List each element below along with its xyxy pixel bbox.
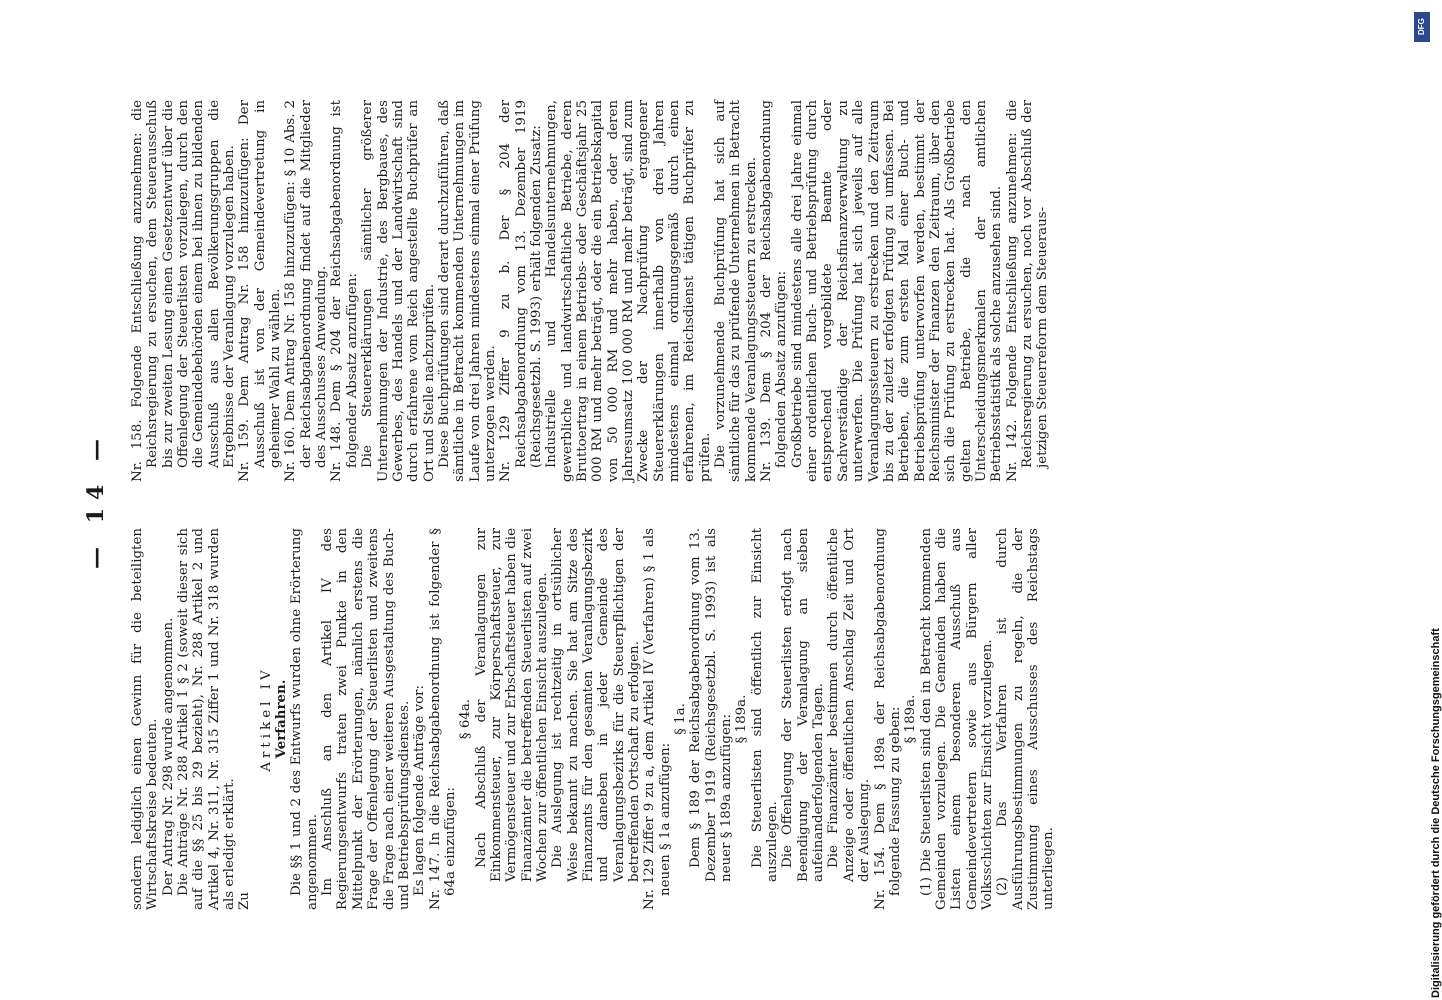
document-page [75,0,1315,1000]
paragraph: Nach Abschluß der Veranlagungen zur Einkommensteuer, zur Körperschaftsteuer, zur Vermögensteuer und zur Erbschaftsteuer haben die Finanzämter die betreffenden Steuerlisten auf zwei Wochen zur öffentlichen Einsicht auszulegen. [473,528,550,882]
paragraph: § 189a. [734,694,750,744]
paragraph: Der Antrag Nr. 298 wurde angenommen. [160,617,176,896]
paragraph: Diese Buchprüfungen sind derart durchzuführen, daß sämtliche in Betracht kommenden Unternehmungen im Laufe von drei Jahren mindestens einmal einer Prüfung unterzogen werden. [436,100,498,482]
paragraph: Die Finanzämter bestimmen durch öffentliche Anzeige oder öffentlichen Anschlag Zeit und Ort der Auslegung. [826,528,873,882]
paragraph: Dem § 189 der Reichsabgabenordnung vom 13. Dezember 1919 (Reichsgesetzbl. S. 1993) ist als neuer § 189a anzufügen: [688,528,735,882]
paragraph: Die §§ 1 und 2 des Entwurfs wurden ohne Erörterung angenommen. [289,528,320,910]
credit-text: Digitalisierung gefördert durch die Deutsche Forschungsgemeinschaft [1430,628,1442,998]
paragraph: Nr. 154. Dem § 189a der Reichsabgabenordnung folgende Fassung zu geben: [872,528,903,910]
paragraph: Großbetriebe sind mindestens alle drei Jahre einmal einer ordentlichen Buch- und Betriebsprüfung durch entsprechend vorgebildete Beamte oder Sachverständige der Reichsfinanzverwaltung zu unterwerfen. Die Prüfung hat sich jeweils auf alle Veranlagungssteuern zu erstrecken und den Zeitraum bis zu der zuletzt erfolgten Prüfung zu umfassen. Bei Betrieben, die zum ersten Mal einer Buch- und Betriebsprüfung unterworfen werden, bestimmt der Reichsminister der Finanzen den Zeitraum, über den sich die Prüfung zu erstrecken hat. Als Großbetriebe gelten Betriebe, die nach den Unterscheidungsmerkmalen der amtlichen Betriebsstatistik als solche anzusehen sind. [789,100,1005,482]
paragraph: Nr. 158. Folgende Entschließung anzunehmen: die Reichsregierung zu ersuchen, dem Steuerausschuß bis zur zweiten Lesung einen Gesetzentwurf über die Offenlegung der Steuerlisten vorzulegen, durch den die Gemeindebehörden einem bei ihnen zu bildenden Ausschuß aus allen Bevölkerungsgruppen die Ergebnisse der Veranlagung vorzulegen haben. [130,100,238,482]
paragraph: Die Steuererklärungen sämtlicher größerer Unternehmungen der Industrie, des Bergbaues, des Gewerbes, des Handels und der Landwirtschaft sind durch erfahrene vom Reich angestellte Buchprüfer an Ort und Stelle nachzuprüfen. [360,100,437,482]
right-column [130,100,1051,482]
paragraph: (1) Die Steuerlisten sind den in Betracht kommenden Gemeinden vorzulegen. Die Gemeinden haben die Listen einem besonderen Ausschuß aus Gemeindevertretern sowie aus Bürgern aller Volksschichten zur Einsicht vorzulegen. [918,528,995,910]
paragraph: Es lagen folgende Anträge vor: [412,684,428,896]
paragraph: Im Anschluß an den Artikel IV des Regierungsentwurfs traten zwei Punkte in den Mittelpunkt der Erörterungen, nämlich erstens die Frage der Offenlegung der Steuerlisten und zweitens die Frage nach einer weiteren Ausgestaltung des Buch- und Betriebsprüfungsdienstes. [320,528,412,910]
paragraph: Die Offenlegung der Steuerlisten erfolgt nach Beendigung der Veranlagung an sieben aufeinanderfolgenden Tagen. [780,528,827,882]
page-number: — 14 — [83,431,109,569]
paragraph: Industrielle und Handelsunternehmungen, gewerbliche und landwirtschaftliche Betriebe, deren Bruttoertrag in einem Betriebs- oder Geschäftsjahr 25 000 RM und mehr beträgt, oder die ein Betriebskapital von 50 000 RM und mehr haben, oder deren Jahresumsatz 100 000 RM und mehr beträgt, sind zum Zwecke der Nachprüfung ergangener Steuererklärungen innerhalb von drei Jahren mindestens einmal ordnungsgemäß durch einen erfahrenen, im Reichsdienst tätigen Buchprüfer zu prüfen. [544,100,713,482]
paragraph: Nr. 129 Ziffer 9 zu a, dem Artikel IV (Verfahren) § 1 als neuen § 1a anzufügen: [642,528,673,910]
paragraph: Nr. 129 Ziffer 9 zu b. Der § 204 der Reichsabgabenordnung vom 13. Dezember 1919 (Reichsgesetzbl. S. 1993) erhält folgenden Zusatz: [498,100,544,482]
paragraph: sondern lediglich einen Gewinn für die beteiligten Wirtschaftskreise bedeuten. [130,528,161,910]
paragraph: Nr. 160. Dem Antrag Nr. 158 hinzuzufügen: § 10 Abs. 2 der Reichsabgabenordnung findet auf die Mitglieder des Ausschusses Anwendung. [283,100,330,482]
left-column [130,528,1057,910]
paragraph: Artikel IV [258,666,274,772]
paragraph: Zu [237,892,253,910]
paragraph: § 64a. [458,698,474,740]
paragraph: § 189a. [903,694,919,744]
dfg-logo: DFG [1414,12,1430,42]
paragraph: Nr. 142. Folgende Entschließung anzunehmen: die Reichsregierung zu ersuchen, noch vor Abschluß der jetzigen Steuerreform dem Steueraus- [1004,100,1051,482]
paragraph: Nr. 147. In die Reichsabgabenordnung ist folgender § 64a einzufügen: [427,528,458,910]
paragraph: Nr. 159. Dem Antrag Nr. 158 hinzuzufügen: Der Ausschuß ist von der Gemeindevertretung in geheimer Wahl zu wählen. [237,100,284,482]
paragraph: Nr. 148. Dem § 204 der Reichsabgabenordnung ist folgender Absatz anzufügen: [329,100,360,482]
paragraph: (2) Das Verfahren ist durch Ausführungsbestimmungen zu regeln, die der Zustimmung eines Ausschusses des Reichstags unterliegen. [995,528,1057,910]
paragraph: Die vorzunehmende Buchprüfung hat sich auf sämtliche für das zu prüfende Unternehmen in Betracht kommende Veranlagungssteuern zu erstrecken. [713,99,759,482]
paragraph: Die Auslegung ist rechtzeitig in ortsüblicher Weise bekannt zu machen. Sie hat am Sitze des Finanzamts für den gesamten Veranlagungsbezirk und daneben in jeder Gemeinde des Veranlagungsbezirks für die Steuerpflichtigen der betreffenden Ortschaft zu erfolgen. [550,528,642,882]
digitization-credit [1412,8,1442,998]
paragraph: § 1a. [673,703,689,735]
paragraph: Verfahren. [273,679,290,759]
paragraph: Die Anträge Nr. 288 Artikel 1 § 2 (soweit dieser sich auf die §§ 25 bis 29 bezieht), Nr. 288 Artikel 2 und Artikel 4, Nr. 311, Nr. 315 Ziffer 1 und Nr. 318 wurden als erledigt erklärt. [176,528,238,910]
paragraph: Die Steuerlisten sind öffentlich zur Einsicht auszulegen. [749,528,781,882]
paragraph: Nr. 139. Dem § 204 der Reichsabgabenordnung folgenden Absatz anzufügen: [759,100,790,482]
